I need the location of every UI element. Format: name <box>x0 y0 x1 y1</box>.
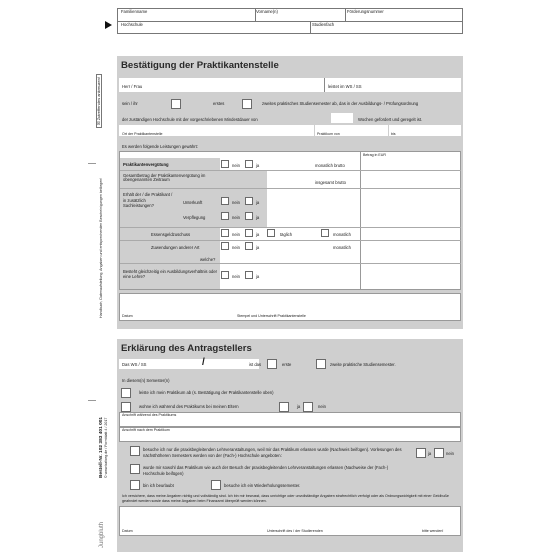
vorname-field[interactable]: Vorname(n) <box>256 9 278 14</box>
herr-frau-field[interactable] <box>119 78 324 92</box>
verpflegung-nein-checkbox[interactable] <box>221 212 229 220</box>
wiederholung-checkbox[interactable] <box>211 480 221 490</box>
vorlesungen-nein-checkbox[interactable] <box>434 448 444 458</box>
unterkunft-nein-checkbox[interactable] <box>221 197 229 205</box>
zweite-checkbox[interactable] <box>316 359 326 369</box>
erste-checkbox[interactable] <box>267 359 277 369</box>
margin-bestell-nr: Bestell-Nr. 102 383 401 001 <box>99 416 104 478</box>
margin-note-handbuch: Handbuch, Datenaufstellung, Angaben und entsprechenden Bescheinigungen beiliegen! <box>99 177 103 318</box>
praktikum-bis-field[interactable] <box>389 125 461 136</box>
margin-note-zutreffendes: ☒ Zutreffendes ankreuzen! <box>96 74 102 128</box>
verguetung-ja-checkbox[interactable] <box>245 160 253 168</box>
besteht-ja-checkbox[interactable] <box>245 271 253 279</box>
erstes-checkbox[interactable] <box>171 99 181 109</box>
fold-mark-arrow <box>105 21 112 29</box>
vorlesungen-ja-checkbox[interactable] <box>416 448 426 458</box>
praktikantenverguetung-label: Praktikantenvergütung <box>123 162 169 167</box>
margin-bestell-sub: © www.bafoeg.de / Formblatt 4 / 2017 <box>104 417 108 478</box>
section2-title: Erklärung des Antragstellers <box>121 343 252 354</box>
section1-title: Bestätigung der Praktikantenstelle <box>121 60 279 71</box>
fold-mark-1 <box>88 163 96 164</box>
beurlaubt-checkbox[interactable] <box>130 480 140 490</box>
unterkunft-ja-checkbox[interactable] <box>245 197 253 205</box>
wurde-erlassen-checkbox[interactable] <box>130 464 140 474</box>
leiste-checkbox[interactable] <box>121 388 131 398</box>
besuche-praxis-checkbox[interactable] <box>130 446 140 456</box>
familienname-field[interactable]: Familienname <box>121 9 148 14</box>
foerderungsnummer-field[interactable]: Förderungsnummer <box>347 9 384 14</box>
anschrift-nach-field[interactable] <box>119 427 461 442</box>
wohne-nein-checkbox[interactable] <box>303 402 313 412</box>
wohne-checkbox[interactable] <box>121 402 131 412</box>
margin-brand: Jungbluth <box>99 521 105 548</box>
hochschule-field[interactable]: Hochschule <box>121 22 143 27</box>
verguetung-nein-checkbox[interactable] <box>221 160 229 168</box>
studienfach-field[interactable]: Studienfach <box>312 22 335 27</box>
essensgeld-ja-checkbox[interactable] <box>245 229 253 237</box>
zuwendungen-nein-checkbox[interactable] <box>221 242 229 250</box>
zweites-checkbox[interactable] <box>242 99 252 109</box>
zuwendungen-ja-checkbox[interactable] <box>245 242 253 250</box>
form-page: Familienname Vorname(n) Förderungsnummer Hochschule Studienfach Bestätigung der Praktikantenstelle Herr / Frau leistet im WS / SS sein / ihr erstes zweites praktisches Studiensemester ab, das in der Ausbildungs- / Prüfungsordnung der zuständigen Hochschule mit der vorgeschriebenen Mindestdauer von Wochen gefordert und geregelt ist. Ort der Praktikantenstelle Praktikum von bis Es werden folgende Leistungen gewährt: Betrag in EUR Praktikantenvergütung nein ja monatlich brutto Gesamtbetrag der Praktikantenvergütung im obengenannten Zeitraum insgesamt brutto Erhält der / die Praktikant / in zusätzlich Sachleistungen? Unterkunft nein ja Verpflegung nein ja Essensgeldzuschuss nein ja täglich monatlich Zuwendungen anderer Art nein ja monatlich welche? Besteht gleichzeitig ein Ausbildungsverhältnis oder eine Lehre? nein ja Datum Stempel und Unterschrift Praktikantenstelle Erklärung des Antragstellers Das WS / SS / ist das erste zweite praktische Studiensemester. In diesem(n) Semester(n) leiste ich mein Praktikum ab (s. Bestätigung der Praktikantenstelle oben) wohne ich während des Praktikums bei meinen Eltern ja nein Anschrift während des Praktikums Anschrift nach dem Praktikum besuche ich nur die praxisbegleitenden Lehrveranstaltungen, weil mir das Praktikum erlassen wurde (Nachweis beifügen). Vorlesungen des nächsthöheren Semesters werden von der (Fach-) Hochschule angeboten: ja nein wurde mir sowohl das Praktikum wie auch der Besuch der praxisbegleitenden Lehrveranstaltungen erlassen (Nachweise der (Fach-) Hochschule beifügen) bin ich beurlaubt besuche ich ein Wiederholungssemester. Ich versichere, dass meine Angaben richtig und vollständig sind. Ich bin mir bewusst, dass unrichtige oder unvollständige Angaben strafrechtlich verfolgt oder als Ordnungswidrigkeit mit einer Geldbuße geahndet werden sowie dass meine Angaben beim Finanzamt überprüft werden können. Datum Unterschrift des / der Studierenden bitte wenden! <box>117 8 463 552</box>
mindestdauer-field[interactable] <box>331 113 353 123</box>
besteht-nein-checkbox[interactable] <box>221 271 229 279</box>
essensgeld-monatlich-checkbox[interactable] <box>321 229 329 237</box>
essensgeld-nein-checkbox[interactable] <box>221 229 229 237</box>
verpflegung-ja-checkbox[interactable] <box>245 212 253 220</box>
essensgeld-taeglich-checkbox[interactable] <box>267 229 275 237</box>
wohne-ja-checkbox[interactable] <box>279 402 289 412</box>
fold-mark-2 <box>88 400 96 401</box>
